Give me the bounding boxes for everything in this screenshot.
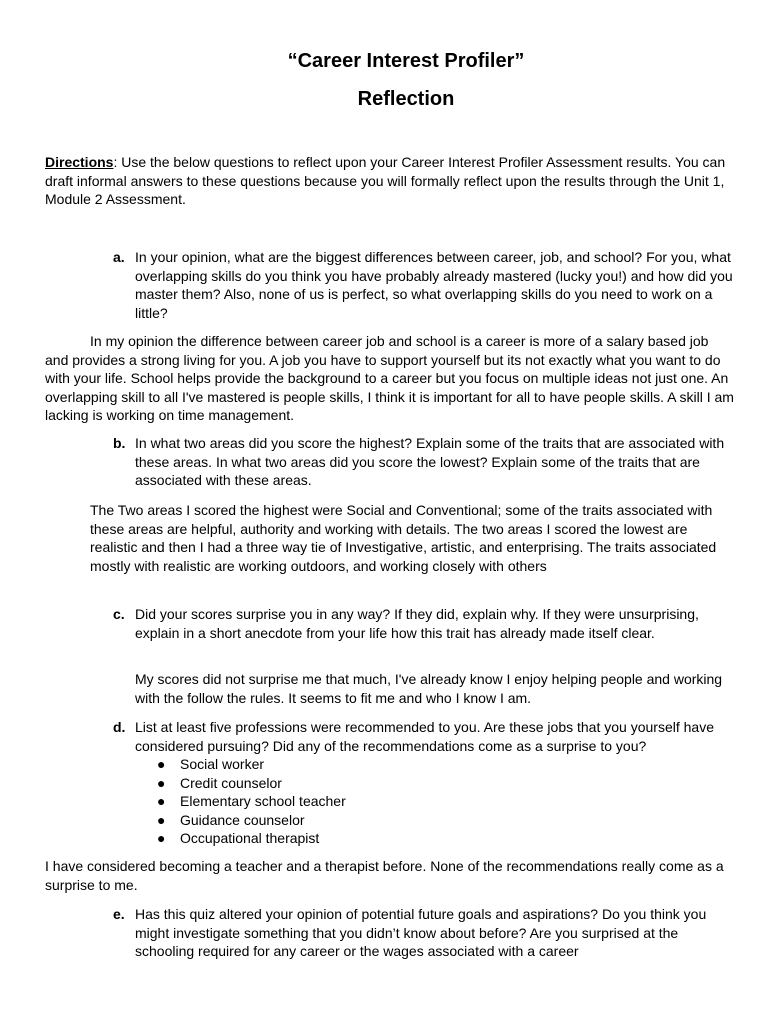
question-c xyxy=(113,605,733,642)
professions-list xyxy=(135,755,733,848)
question-a xyxy=(113,248,733,322)
question-letter: c. xyxy=(113,606,125,622)
question-text: In your opinion, what are the biggest differences between career, job, and school? For you, what overlapping skills do you think you have probably already mastered (lucky you!) and how did you master them? Also, none of us is perfect, so what overlapping skills do you need to work on a little? xyxy=(135,249,733,321)
directions-text: : Use the below questions to reflect upon your Career Interest Profiler Assessment results. You can draft informal answers to these questions because you will formally reflect upon the results through the Unit 1, Module 2 Assessment. xyxy=(45,154,726,207)
answer-c: My scores did not surprise me that much, I've already know I enjoy helping people and working with the follow the rules. It seems to fit me and who I know I am. xyxy=(135,671,723,706)
list-item-label: Guidance counselor xyxy=(180,811,305,828)
question-e xyxy=(113,905,733,961)
list-item-label: Credit counselor xyxy=(180,774,282,791)
bullet-icon: ● xyxy=(157,756,166,772)
list-item xyxy=(135,755,733,774)
question-d xyxy=(113,718,733,848)
question-letter: d. xyxy=(113,719,126,735)
directions-label: Directions xyxy=(45,154,114,170)
document-subtitle: Reflection xyxy=(357,88,455,110)
answer-d: I have considered becoming a teacher and a therapist before. None of the recommendations really come as a surprise to me. xyxy=(45,858,724,893)
question-text: Did your scores surprise you in any way? If they did, explain why. If they were unsurprising, explain in a short anecdote from your life how this trait has already made itself clear. xyxy=(135,606,699,641)
list-item xyxy=(135,774,733,793)
question-text: List at least five professions were recommended to you. Are these jobs that you yourself have considered pursuing? Did any of the recommendations come as a surprise to you? xyxy=(135,719,714,754)
bullet-icon: ● xyxy=(157,774,166,791)
question-letter: a. xyxy=(113,249,125,265)
question-text: In what two areas did you score the highest? Explain some of the traits that are associated with these areas. In what two areas did you score the lowest? Explain some of the traits that are associated with these areas. xyxy=(135,435,725,488)
bullet-icon: ● xyxy=(157,830,166,846)
question-letter: b. xyxy=(113,435,126,451)
answer-b: The Two areas I scored the highest were Social and Conventional; some of the traits associated with these areas are helpful, authority and working with details. The two areas I scored the lowest are realistic and then I had a three way tie of Investigative, artistic, and enterprising. The traits associated mostly with realistic are working outdoors, and working closely with others xyxy=(90,502,717,574)
directions-paragraph xyxy=(45,153,745,209)
list-item-label: Elementary school teacher xyxy=(180,793,346,809)
list-item xyxy=(135,811,733,830)
question-text: Has this quiz altered your opinion of potential future goals and aspirations? Do you think you might investigate something that you didn’t know about before? Are you surprised at the schooling required for any career or the wages associated with a career xyxy=(135,906,707,959)
question-letter: e. xyxy=(113,906,125,922)
bullet-icon: ● xyxy=(157,811,166,828)
answer-a: In my opinion the difference between career job and school is a career is more of a salary based job and provides a strong living for you. A job you have to support yourself but its not exactly what you want to do with your life. School helps provide the background to a career but you focus on multiple ideas not just one. An overlapping skill to all I've mastered is people skills, I think it is important for all to have people skills. A skill I am lacking is working on time management. xyxy=(45,333,734,423)
question-b xyxy=(113,434,733,490)
list-item xyxy=(135,792,733,811)
bullet-icon: ● xyxy=(157,793,166,809)
list-item-label: Occupational therapist xyxy=(180,830,320,846)
list-item-label: Social worker xyxy=(180,756,265,772)
list-item xyxy=(135,829,733,848)
document-title: “Career Interest Profiler” xyxy=(287,50,525,72)
